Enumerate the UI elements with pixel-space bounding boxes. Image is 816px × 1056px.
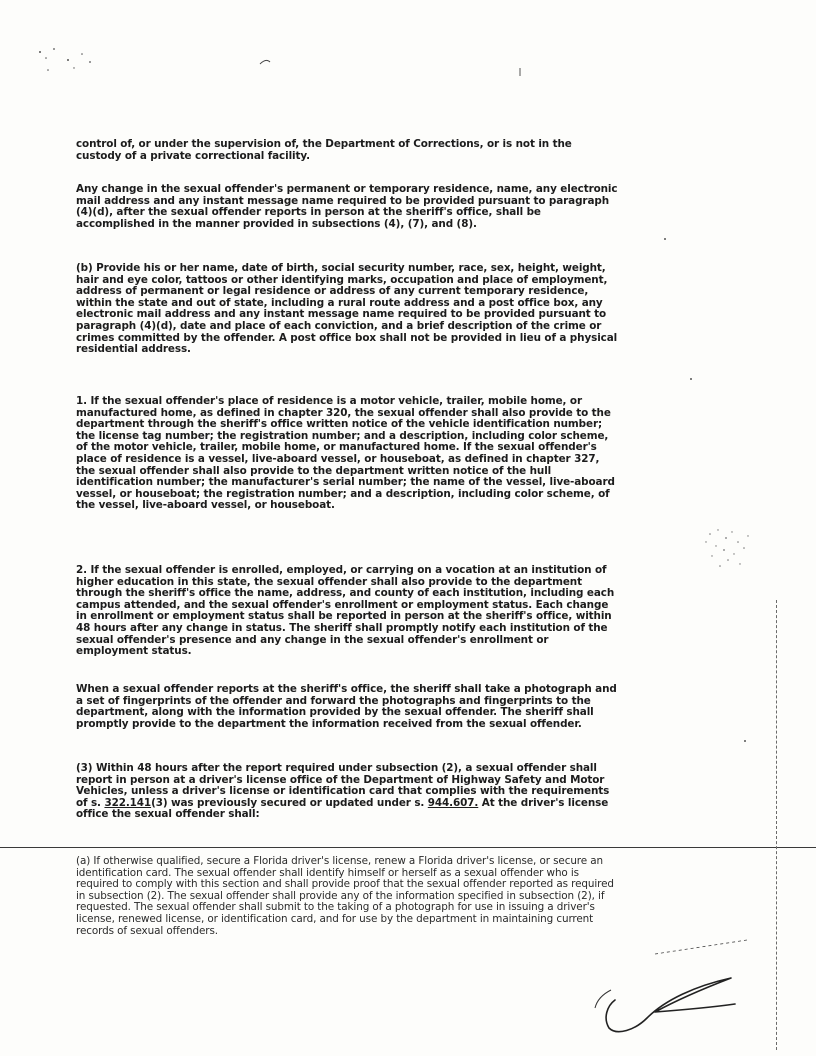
paragraph-sheriff-photograph: When a sexual offender reports at the sheriff's office, the sheriff shall take a photograph and a set of fingerprints of the offender and forward the photographs and fingerprints to the department, along with the information provided by the sexual offender. The sheriff shall promptly provide to the department the information received from the sexual offender. bbox=[76, 683, 617, 730]
scan-noise-right bbox=[698, 520, 768, 580]
paragraph-3-drivers-license-office bbox=[76, 763, 618, 821]
margin-rule-right bbox=[776, 600, 777, 1050]
paragraph-a-florida-license: (a) If otherwise qualified, secure a Florida driver's license, renew a Florida driver's license, or secure an identification card. The sexual offender shall identify himself or herself as a sexual offender who is required to comply with this section and shall provide proof that the sexual offender reported as required in subsection (2). The sexual offender shall provide any of the information specified in subsection (2), if requested. The sexual offender shall submit to the taking of a photograph for use in issuing a driver's license, renewed license, or identification card, and for use by the department in maintaining current records of sexual offenders. bbox=[76, 855, 614, 937]
scan-artifact-top bbox=[30, 40, 550, 90]
statute-link-944-607[interactable]: 944.607. bbox=[427, 796, 479, 809]
paragraph-2-higher-education: 2. If the sexual offender is enrolled, employed, or carrying on a vocation at an institution of higher education in this state, the sexual offender shall also provide to the department through the sheriff's office the name, address, and county of each institution, including each campus attended, and the sexual offender's enrollment or employment status. Each change in enrollment or employment status shall be reported in person at the sheriff's office, within 48 hours after any change in status. The sheriff shall promptly notify each institution of the sexual offender's presence and any change in the sexual offender's enrollment or employment status. bbox=[76, 564, 615, 658]
para3-text-middle: (3) was previously secured or updated under s. bbox=[151, 796, 428, 809]
paragraph-custody-clause: control of, or under the supervision of, the Department of Corrections, or is not in the custody of a private correctional facility. bbox=[76, 138, 572, 162]
paragraph-1-vehicle-residence: 1. If the sexual offender's place of residence is a motor vehicle, trailer, mobile home, or manufactured home, as defined in chapter 320, the sexual offender shall also provide to the department through the sheriff's office written notice of the vehicle identification number; the license tag number; the registration number; and a description, including color scheme, of the motor vehicle, trailer, mobile home, or manufactured home. If the sexual offender's place of residence is a vessel, live-aboard vessel, or houseboat, as defined in chapter 327, the sexual offender shall also provide to the department written notice of the hull identification number; the manufacturer's serial number; the name of the vessel, live-aboard vessel, or houseboat; the registration number; and a description, including color scheme, of the vessel, live-aboard vessel, or houseboat. bbox=[76, 395, 615, 512]
scan-speck bbox=[664, 238, 666, 240]
paragraph-change-of-residence: Any change in the sexual offender's permanent or temporary residence, name, any electronic mail address and any instant message name required to be provided pursuant to paragraph (4)(d), after the sexual offender reports in person at the sheriff's office, shall be accomplished in the manner provided in subsections (4), (7), and (8). bbox=[76, 183, 618, 230]
para3-text-after: At the driver's license office the sexual offender shall: bbox=[76, 796, 609, 821]
statute-link-322-141[interactable]: 322.141 bbox=[104, 796, 152, 809]
page-divider-line bbox=[0, 847, 816, 848]
paragraph-b-provide-info: (b) Provide his or her name, date of birth, social security number, race, sex, height, weight, hair and eye color, tattoos or other identifying marks, occupation and place of employment, address of permanent or legal residence or address of any current temporary residence, within the state and out of state, including a rural route address and a post office box, any electronic mail address and any instant message name required to be provided pursuant to paragraph (4)(d), date and place of each conviction, and a brief description of the crime or crimes committed by the offender. A post office box shall not be provided in lieu of a physical residential address. bbox=[76, 262, 618, 356]
para3-text-before: (3) Within 48 hours after the report required under subsection (2), a sexual offender shall report in person at a driver's license office of the Department of Highway Safety and Motor Vehicles, unless a driver's license or identification card that complies with the requirements of s. bbox=[76, 762, 610, 809]
scan-speck bbox=[690, 378, 692, 380]
scan-speck bbox=[744, 740, 746, 742]
signature-scribble bbox=[585, 930, 755, 1040]
